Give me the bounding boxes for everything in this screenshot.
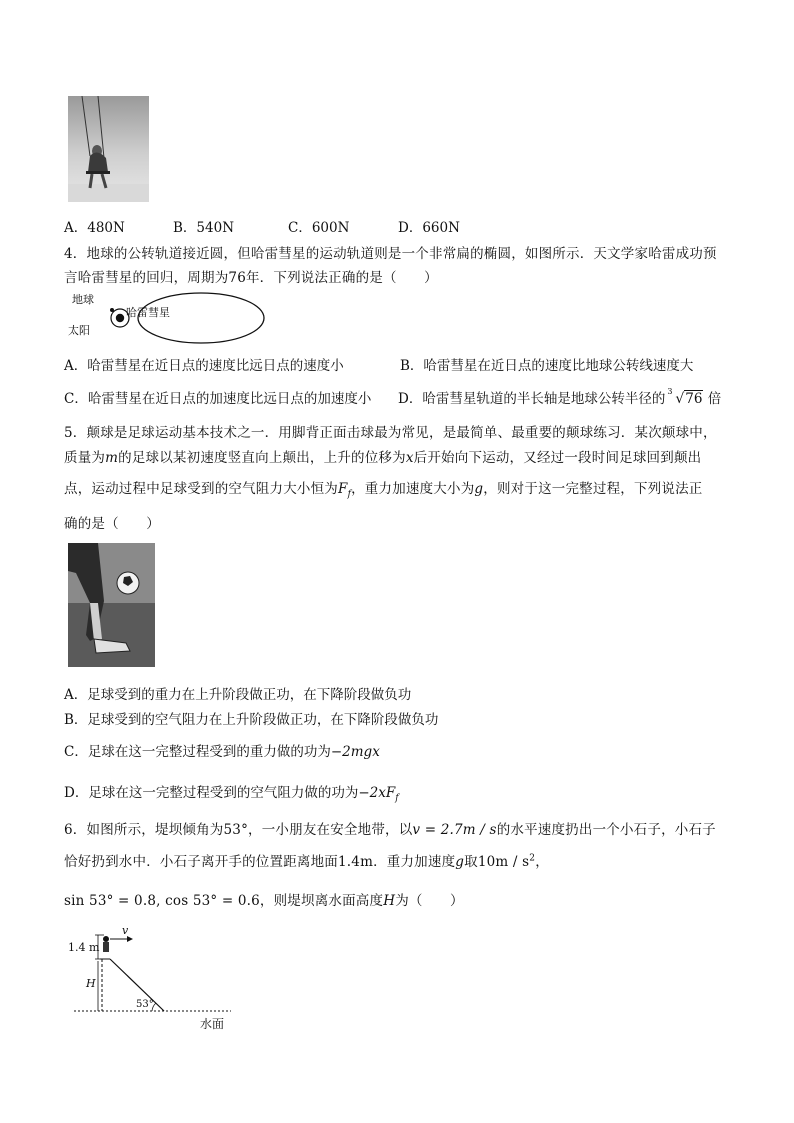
H-label: H: [86, 977, 96, 990]
q5-option-c: C．足球在这一完整过程受到的重力做的功为−2mgx: [64, 744, 380, 760]
earth-label: 地球: [72, 293, 94, 306]
angle-label: 53°: [136, 999, 154, 1010]
q6-line2: 恰好扔到水中．小石子离开手的位置距离地面1.4m．重力加速度g取$10m / s^2$，: [64, 853, 549, 870]
sun-label: 太阳: [68, 324, 90, 337]
water-label: 水面: [200, 1017, 225, 1031]
q4-option-d: D．哈雷彗星轨道的半长轴是地球公转半径的 3 √76 倍: [398, 387, 722, 407]
height-label: 1.4 m: [68, 941, 100, 954]
q4-option-b: B．哈雷彗星在近日点的速度比地球公转线速度大: [400, 358, 694, 374]
q5-line4: 确的是（ ）: [64, 516, 160, 532]
q5-option-a: A．足球受到的重力在上升阶段做正功，在下降阶段做负功: [64, 687, 412, 703]
q6-line1: 6．如图所示，堤坝倾角为53°，一小朋友在安全地带，以v = 2.7m / s的水平速度扔出一个小石子，小石子: [64, 822, 716, 838]
q4-option-d-suffix: 倍: [707, 391, 722, 407]
q4-stem-line2: 言哈雷彗星的回归，周期为76年．下列说法正确的是（ ）: [64, 270, 438, 286]
q4-stem-line1: 4．地球的公转轨道接近圆，但哈雷彗星的运动轨道则是一个非常扁的椭圆，如图所示．天文学家哈雷成功预: [64, 246, 717, 262]
swing-photo: [68, 96, 149, 202]
q4-option-a: A．哈雷彗星在近日点的速度比远日点的速度小: [64, 358, 344, 374]
soccer-photo: [68, 543, 155, 667]
q5-line2: 质量为m的足球以某初速度竖直向上颠出，上升的位移为x后开始向下运动，又经过一段时间足球回到颠出: [64, 450, 702, 466]
q4-option-c: C．哈雷彗星在近日点的加速度比远日点的加速度小: [64, 391, 372, 407]
q5-line3: 点，运动过程中足球受到的空气阻力大小恒为$F_f$，重力加速度大小为g，则对于这一完整过程，下列说法正: [64, 481, 703, 500]
q3-option-b: B．540N: [173, 220, 235, 236]
radicand: 76: [685, 391, 703, 407]
q6-line3: sin 53° = 0.8, cos 53° = 0.6，则堤坝离水面高度H为（ ）: [64, 893, 464, 909]
velocity-label: v: [122, 924, 129, 937]
q5-line1: 5．颠球是足球运动基本技术之一．用脚背正面击球最为常见，是最简单、最重要的颠球练习．某次颠球中，: [64, 425, 717, 441]
comet-label: 哈雷彗星: [126, 306, 170, 319]
dam-figure: [66, 925, 236, 1035]
q5-option-d: D．足球在这一完整过程受到的空气阻力做的功为$-2xF_f$: [64, 785, 399, 804]
q5-option-b: B．足球受到的空气阻力在上升阶段做正功，在下降阶段做负功: [64, 712, 439, 728]
q4-option-d-text: D．哈雷彗星轨道的半长轴是地球公转半径的: [398, 391, 666, 407]
q3-option-c: C．600N: [288, 220, 350, 236]
q3-option-a: A．480N: [64, 220, 125, 236]
root-index: 3: [667, 387, 673, 396]
q3-option-d: D．660N: [398, 220, 460, 236]
halley-orbit-figure: [66, 290, 270, 346]
